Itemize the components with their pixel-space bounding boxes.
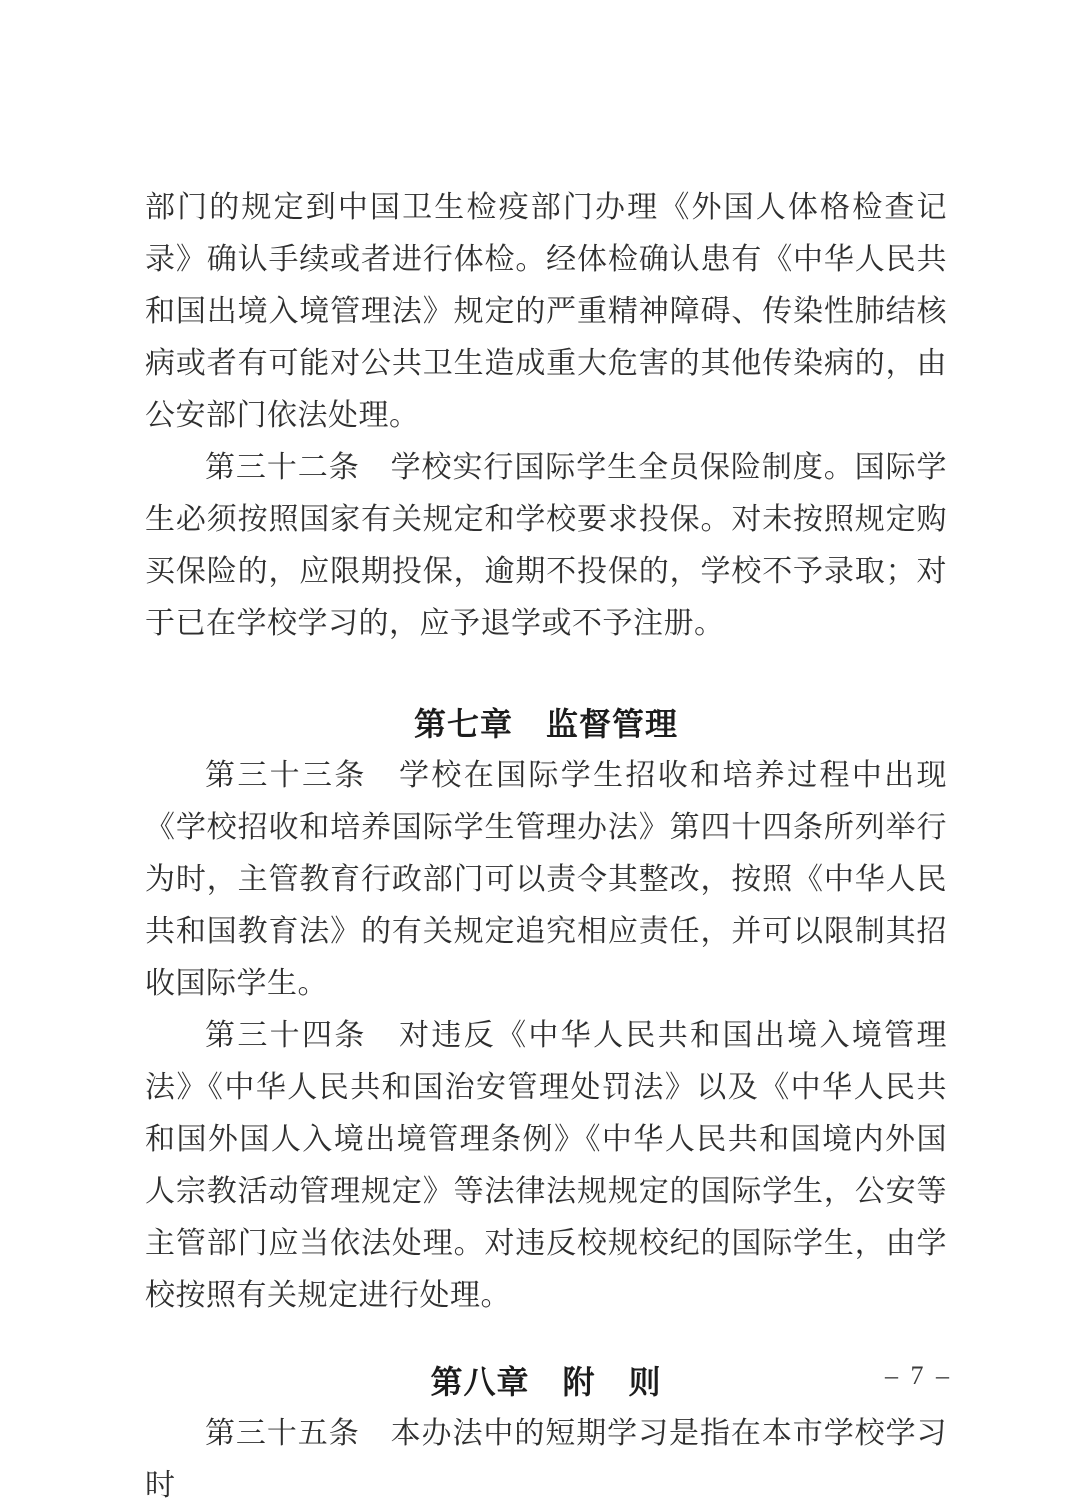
paragraph-article-33: 第三十三条 学校在国际学生招收和培养过程中出现《学校招收和培养国际学生管理办法》第四十四条所列举行为时，主管教育行政部门可以责令其整改，按照《中华人民共和国教育法》的有关规定追究相应责任，并可以限制其招收国际学生。 <box>145 759 947 1000</box>
page-body <box>145 182 947 1512</box>
chapter-7-heading: 第七章 监督管理 <box>413 706 678 742</box>
paragraph-article-32: 第三十二条 学校实行国际学生全员保险制度。国际学生必须按照国家有关规定和学校要求投保。对未按照规定购买保险的，应限期投保，逾期不投保的，学校不予录取；对于已在学校学习的，应予退学或不予注册。 <box>145 451 947 640</box>
page-number: – 7 – <box>885 1361 952 1390</box>
chapter-8-heading: 第八章 附 则 <box>430 1364 662 1400</box>
paragraph-continuation: 部门的规定到中国卫生检疫部门办理《外国人体格检查记录》确认手续或者进行体检。经体检确认患有《中华人民共和国出境入境管理法》规定的严重精神障碍、传染性肺结核病或者有可能对公共卫生造成重大危害的其他传染病的，由公安部门依法处理。 <box>145 191 947 432</box>
paragraph-article-34: 第三十四条 对违反《中华人民共和国出境入境管理法》《中华人民共和国治安管理处罚法》以及《中华人民共和国外国人入境出境管理条例》《中华人民共和国境内外国人宗教活动管理规定》等法律法规规定的国际学生，公安等主管部门应当依法处理。对违反校规校纪的国际学生，由学校按照有关规定进行处理。 <box>145 1019 947 1312</box>
paragraph-article-35: 第三十五条 本办法中的短期学习是指在本市学校学习时 <box>145 1417 947 1502</box>
